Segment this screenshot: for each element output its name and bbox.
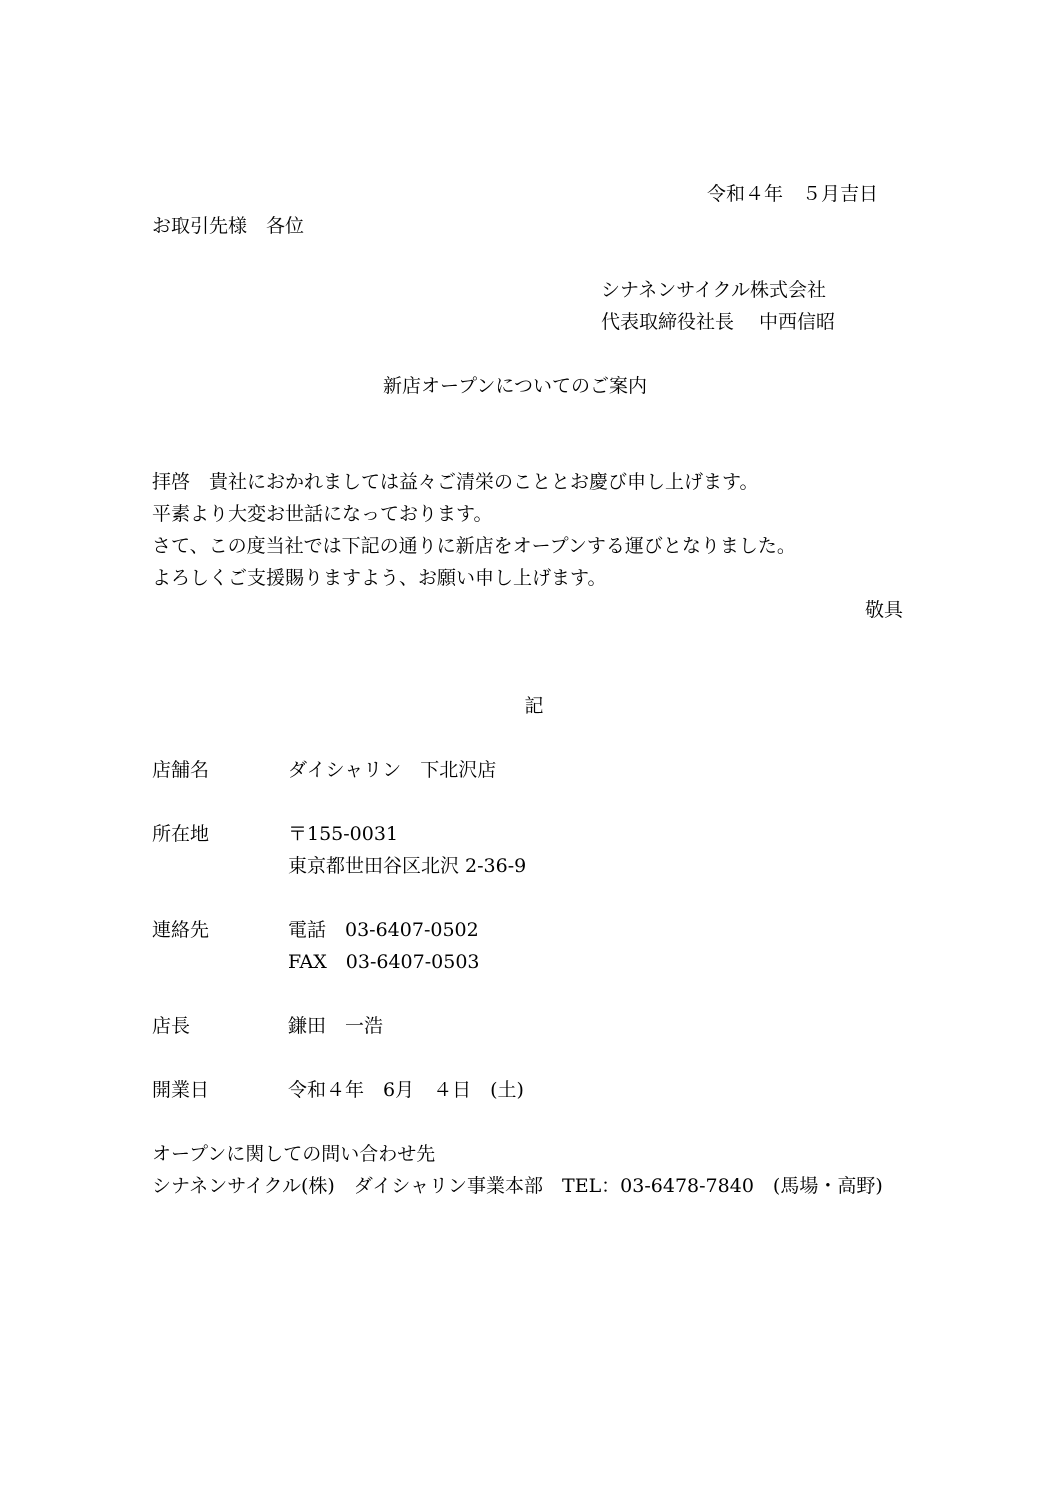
inquiry-contact: シナネンサイクル(株) ダイシャリン事業本部 TEL：03-6478-7840 (馬場・高野) — [152, 1175, 883, 1197]
opening-date-label: 開業日 — [152, 1079, 210, 1101]
recipient: お取引先様 各位 — [152, 215, 305, 237]
sender-representative: 代表取締役社長 中西信昭 — [601, 311, 836, 333]
address-postal: 〒155-0031 — [288, 823, 399, 845]
store-name-value: ダイシャリン 下北沢店 — [288, 759, 497, 781]
body-line: 平素より大変お世話になっております。 — [152, 503, 493, 525]
body-line: さて、この度当社では下記の通りに新店をオープンする運びとなりました。 — [152, 535, 796, 557]
address-label: 所在地 — [152, 823, 210, 845]
body-line: よろしくご支援賜りますよう、お願い申し上げます。 — [152, 567, 607, 589]
address-street: 東京都世田谷区北沢 2-36-9 — [288, 855, 527, 877]
store-name-label: 店舗名 — [152, 759, 210, 781]
body-line: 拝啓 貴社におかれましては益々ご清栄のこととお慶び申し上げます。 — [152, 471, 759, 493]
opening-date-value: 令和４年 6月 ４日 (土) — [288, 1079, 524, 1101]
sender-company: シナネンサイクル株式会社 — [601, 279, 826, 301]
document-title: 新店オープンについてのご案内 — [383, 375, 647, 397]
contact-fax: FAX 03-6407-0503 — [288, 951, 480, 973]
ki-heading: 記 — [524, 695, 544, 717]
inquiry-heading: オープンに関しての問い合わせ先 — [152, 1143, 436, 1165]
document-date: 令和４年 ５月吉日 — [706, 183, 878, 205]
contact-label: 連絡先 — [152, 919, 210, 941]
closing-keigu: 敬具 — [864, 599, 903, 621]
manager-value: 鎌田 一浩 — [288, 1015, 384, 1037]
manager-label: 店長 — [152, 1015, 191, 1037]
contact-phone: 電話 03-6407-0502 — [288, 919, 479, 941]
